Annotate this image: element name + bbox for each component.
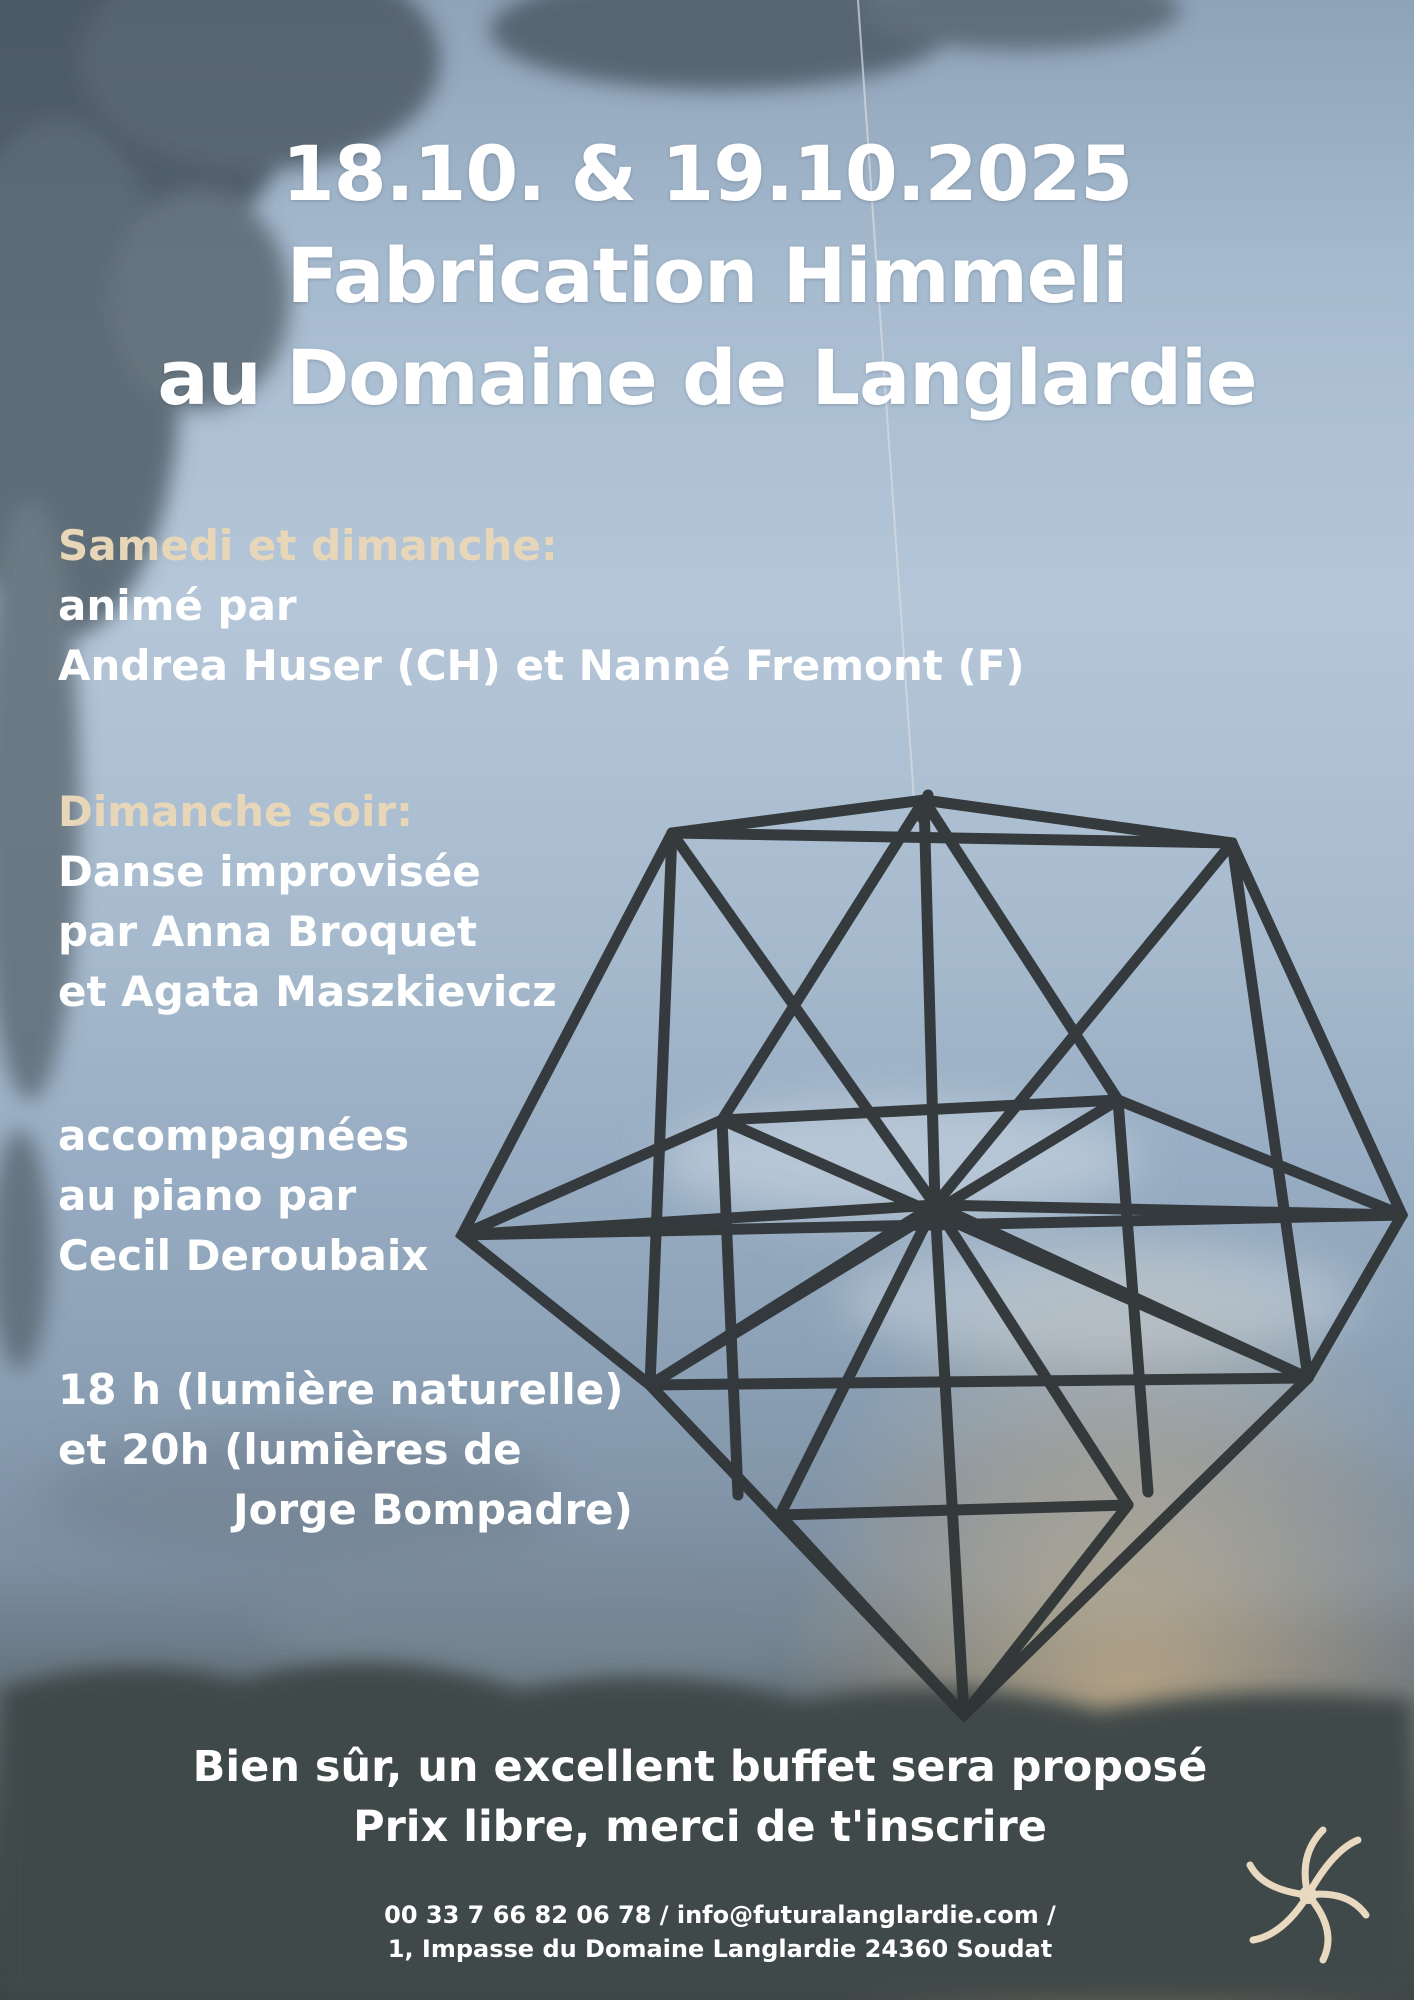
event-title: Fabrication Himmeli bbox=[286, 231, 1128, 320]
music-line: Cecil Deroubaix bbox=[58, 1231, 429, 1280]
dance-line: Danse improvisée bbox=[58, 847, 481, 896]
dance-line: et Agata Maszkievicz bbox=[58, 967, 557, 1016]
weekend-hosted-by: animé par bbox=[58, 581, 297, 630]
time-line: et 20h (lumières de bbox=[58, 1425, 522, 1474]
sunday-evening-section bbox=[58, 782, 557, 1022]
event-dates: 18.10. & 19.10.2025 bbox=[281, 129, 1133, 218]
dance-line: par Anna Broquet bbox=[58, 907, 478, 956]
spiral-logo-icon bbox=[1238, 1820, 1378, 1970]
times-section bbox=[58, 1360, 633, 1540]
music-line: au piano par bbox=[58, 1171, 357, 1220]
contact-address: 1, Impasse du Domaine Langlardie 24360 Soudat bbox=[387, 1935, 1053, 1963]
sunday-evening-label: Dimanche soir: bbox=[58, 787, 413, 836]
music-section bbox=[58, 1106, 428, 1286]
music-line: accompagnées bbox=[58, 1111, 410, 1160]
time-line: Jorge Bompadre) bbox=[233, 1485, 633, 1534]
weekend-section bbox=[58, 516, 1025, 696]
price-note: Prix libre, merci de t'inscrire bbox=[353, 1802, 1047, 1852]
weekend-label: Samedi et dimanche: bbox=[58, 521, 558, 570]
contact-phone-email: 00 33 7 66 82 06 78 / info@futuralanglardie.com / bbox=[384, 1901, 1056, 1929]
event-location: au Domaine de Langlardie bbox=[157, 333, 1257, 422]
weekend-hosts: Andrea Huser (CH) et Nanné Fremont (F) bbox=[58, 641, 1025, 690]
buffet-note: Bien sûr, un excellent buffet sera proposé bbox=[192, 1742, 1208, 1792]
time-line: 18 h (lumière naturelle) bbox=[58, 1365, 624, 1414]
